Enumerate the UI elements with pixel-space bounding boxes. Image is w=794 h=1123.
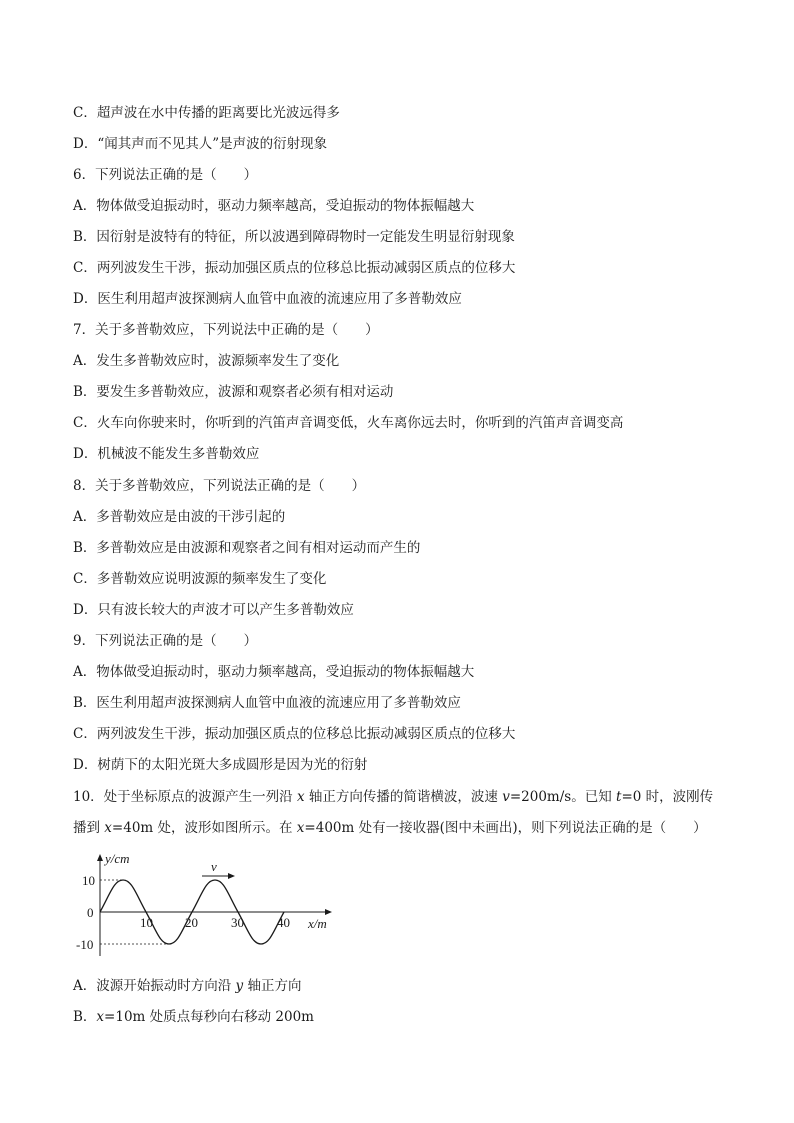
q7-option-d: D．机械波不能发生多普勒效应 [73,446,260,462]
x-tick-40: 40 [277,915,290,930]
q10-option-b [73,1008,314,1026]
q10-stem [73,782,723,844]
y-axis-arrow [97,854,103,861]
q10-text-2: 轴正方向传播的简谐横波，波速 [304,789,503,805]
wave-figure [70,852,340,962]
q10-var-x: x [296,789,305,805]
y-tick-10: 10 [82,873,95,888]
q5-option-d: D．“闻其声而不见其人”是声波的衍射现象 [73,136,328,152]
y-axis-label [103,852,130,866]
q9-option-b: B．医生利用超声波探测病人血管中血液的流速应用了多普勒效应 [73,695,461,711]
q10-option-b-text: B． [73,1009,97,1025]
q10-var-v: v [502,789,510,805]
q6-option-a: A．物体做受迫振动时，驱动力频率越高，受迫振动的物体振幅越大 [73,198,475,214]
y-tick-neg10: -10 [76,937,94,952]
q10-option-b-var: x [96,1009,105,1025]
q7-option-a: A．发生多普勒效应时，波源频率发生了变化 [73,353,340,369]
q10-var-x3: x [296,820,305,836]
q5-option-c: C．超声波在水中传播的距离要比光波远得多 [73,105,340,121]
q10-option-a-var: y [235,978,244,994]
q9-option-d: D．树荫下的太阳光斑大多成圆形是因为光的衍射 [73,757,368,773]
x-tick-10: 10 [140,915,153,930]
q10-text-5: =40m 处，波形如图所示。在 [111,820,297,836]
q10-option-b-text-2: =10m 处质点每秒向右移动 200m [104,1009,314,1025]
q8-option-b: B．多普勒效应是由波源和观察者之间有相对运动而产生的 [73,540,421,556]
velocity-label: v [211,859,217,874]
q10-text-1: 10．处于坐标原点的波源产生一列沿 [73,789,297,805]
q7-option-b: B．要发生多普勒效应，波源和观察者必须有相对运动 [73,384,394,400]
q6-option-b: B．因衍射是波特有的特征，所以波遇到障碍物时一定能发生明显衍射现象 [73,229,515,245]
x-axis-arrow [325,909,332,915]
velocity-arrowhead [228,873,235,879]
q8-stem: 8．关于多普勒效应，下列说法正确的是（ ） [73,478,366,494]
x-axis-label: x/m [308,916,327,931]
q9-option-a: A．物体做受迫振动时，驱动力频率越高，受迫振动的物体振幅越大 [73,664,475,680]
q8-option-a: A．多普勒效应是由波的干涉引起的 [73,509,286,525]
q10-text-3: =200m/s。已知 [509,789,616,805]
q9-option-c: C．两列波发生干涉，振动加强区质点的位移总比振动减弱区质点的位移大 [73,726,516,742]
q10-var-x2: x [104,820,112,836]
y-axis-label-text: y/cm [105,852,130,866]
q7-option-c: C．火车向你驶来时，你听到的汽笛声音调变低，火车离你远去时，你听到的汽笛声音调变高 [73,415,624,431]
q6-option-c: C．两列波发生干涉，振动加强区质点的位移总比振动减弱区质点的位移大 [73,260,516,276]
q8-option-c: C．多普勒效应说明波源的频率发生了变化 [73,571,327,587]
x-tick-30: 30 [231,915,244,930]
q10-var-t: t [616,789,622,805]
q10-option-a-text-2: 轴正方向 [243,978,302,994]
q10-text-6: =400m 处有一接收器(图中未画出)，则下列说法正确的是（ ） [304,820,707,836]
q6-option-d: D．医生利用超声波探测病人血管中血液的流速应用了多普勒效应 [73,291,462,307]
q7-stem: 7．关于多普勒效应，下列说法中正确的是（ ） [73,322,379,338]
q10-option-a-text: A．波源开始振动时方向沿 [73,978,236,994]
x-tick-20: 20 [185,915,198,930]
q6-stem: 6．下列说法正确的是（ ） [73,167,258,183]
q10-option-a [73,977,301,995]
q10-text-4: =0 时，波刚传播到 [73,789,714,836]
y-tick-0: 0 [87,905,94,920]
q8-option-d: D．只有波长较大的声波才可以产生多普勒效应 [73,602,354,618]
q9-stem: 9．下列说法正确的是（ ） [73,633,258,649]
